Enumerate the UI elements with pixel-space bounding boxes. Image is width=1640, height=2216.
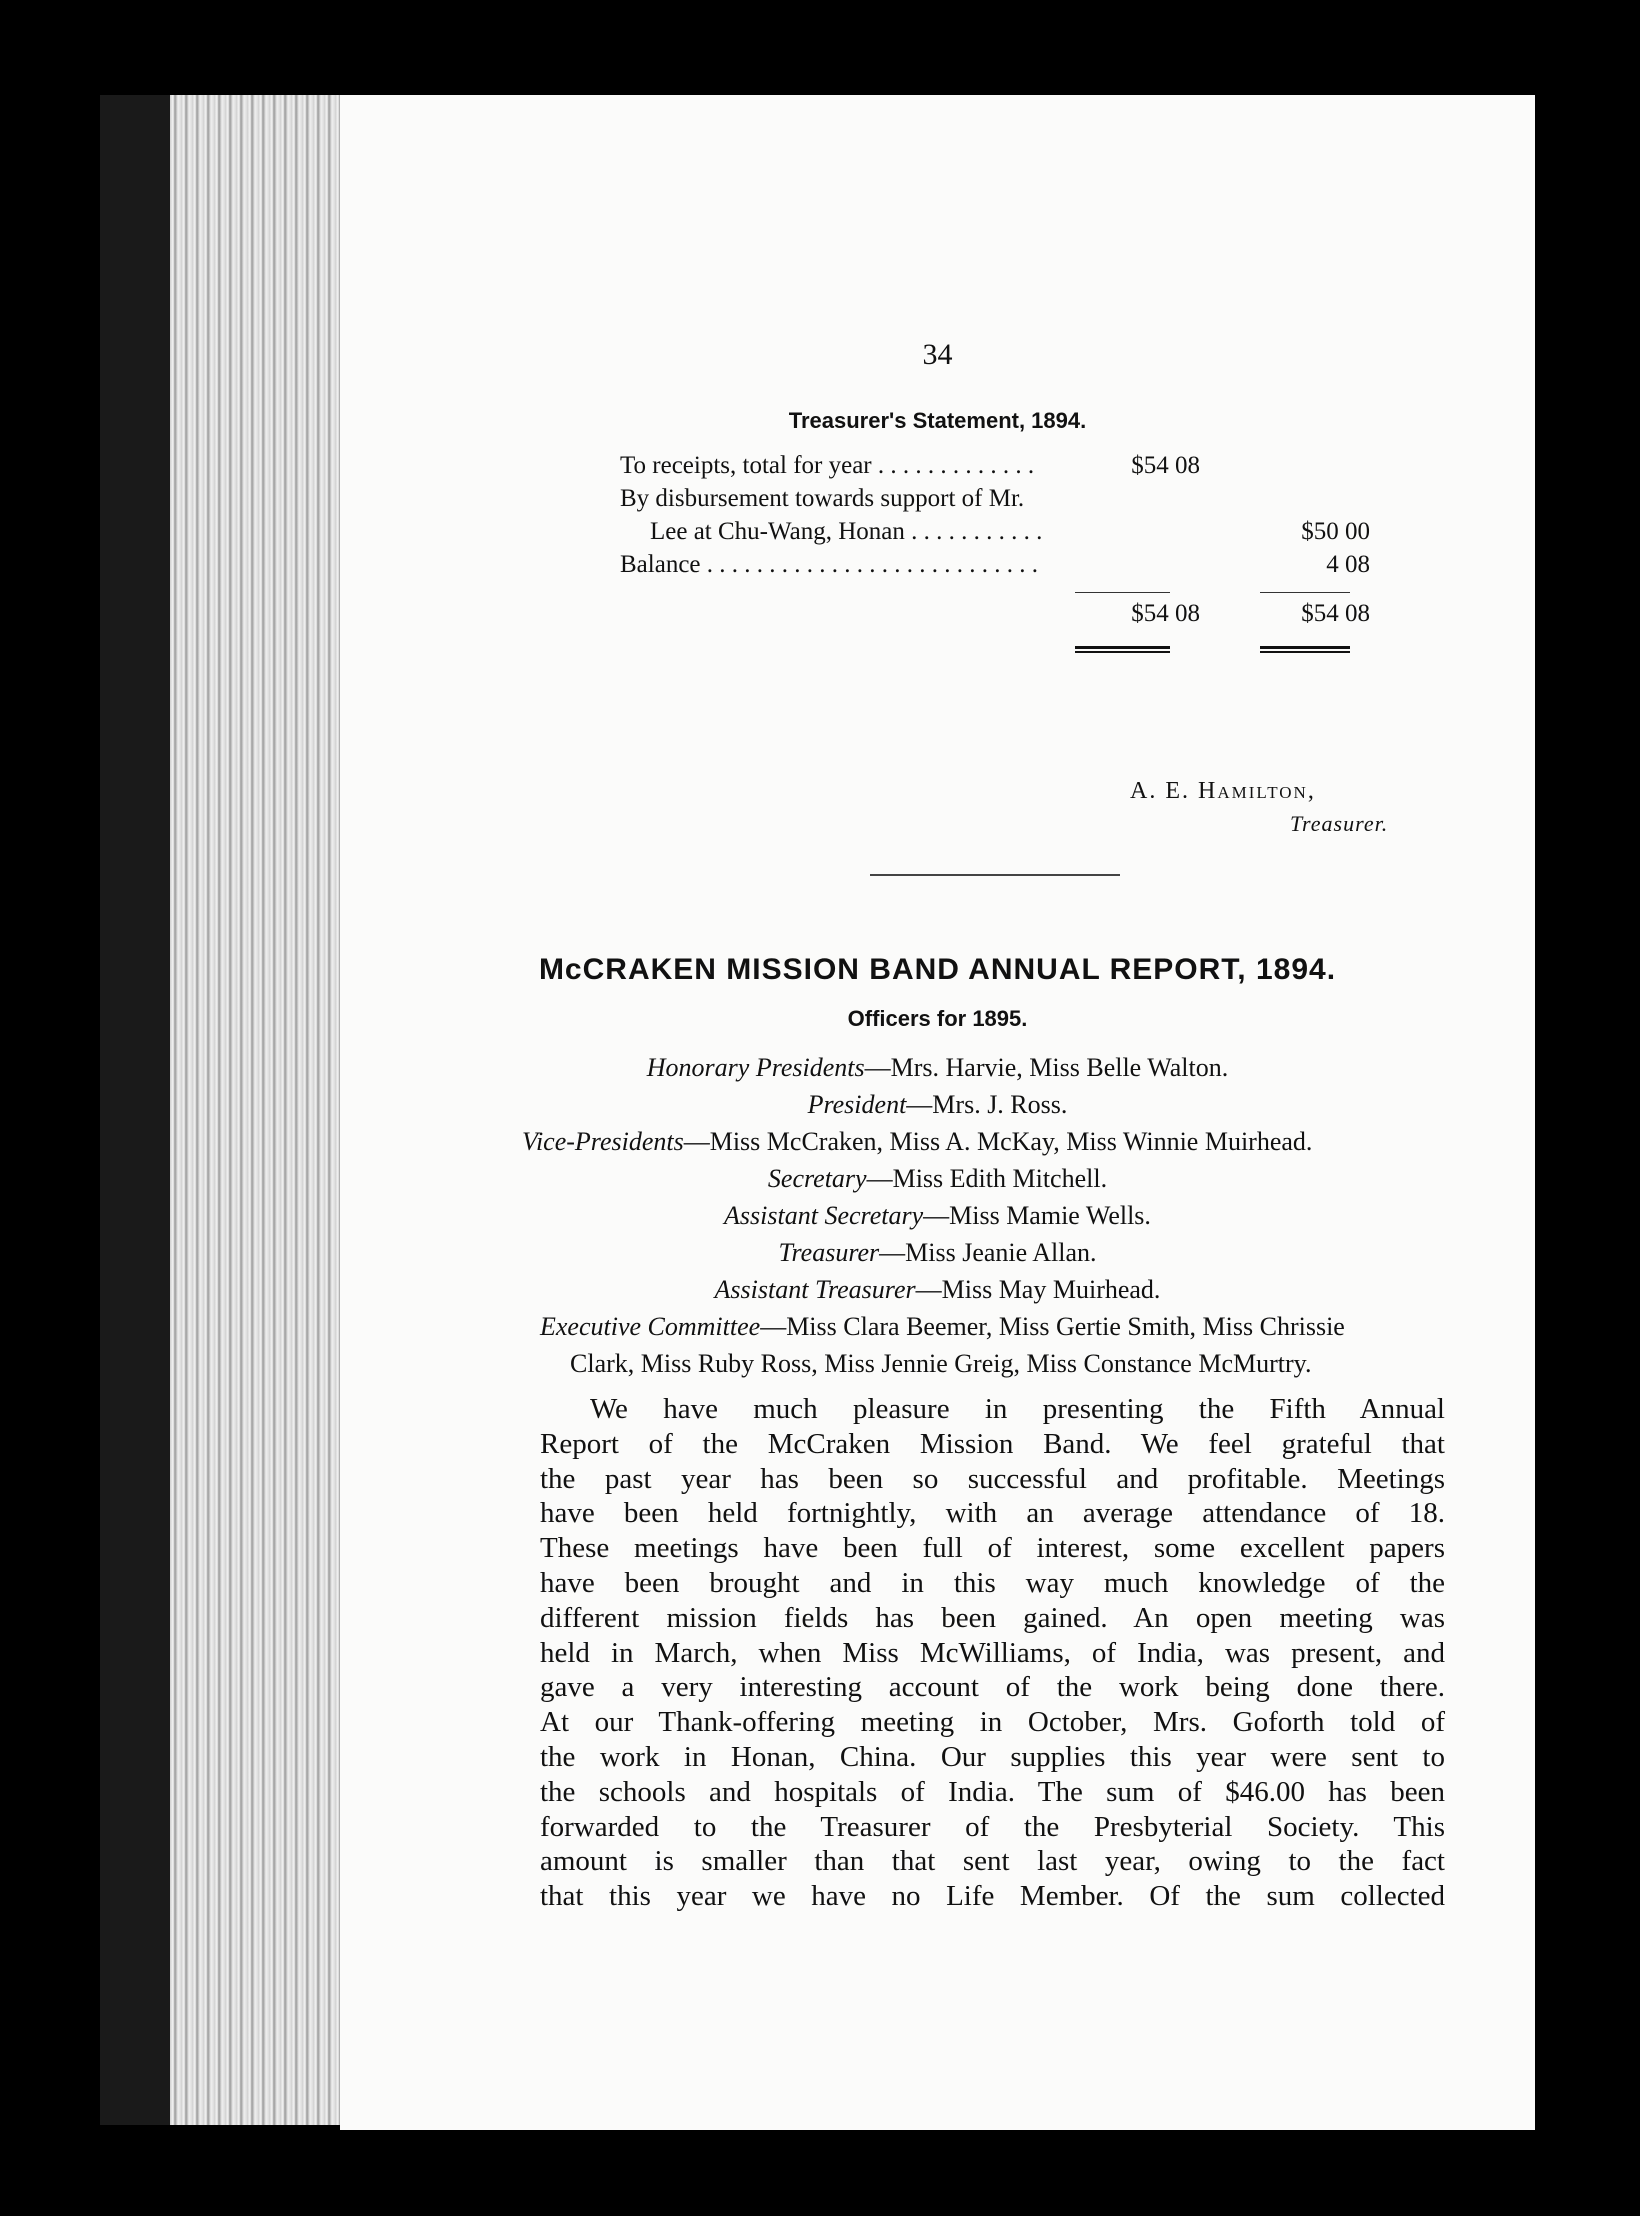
report-body: [540, 1392, 1445, 1914]
dash: —: [906, 1090, 933, 1119]
officer-names: Miss Mamie Wells.: [949, 1201, 1151, 1230]
ledger-total-row: [620, 600, 1500, 633]
body-line: held in March, when Miss McWilliams, of India, was present, and: [540, 1636, 1445, 1669]
ledger-desc: Balance . . . . . . . . . . . . . . . . . . . . . . . . . . .: [620, 551, 1039, 578]
section-divider: [870, 874, 1120, 876]
officer-line: [340, 1053, 1535, 1083]
officers-heading: Officers for 1895.: [847, 1006, 1028, 1031]
officer-names: Mrs. Harvie, Miss Belle Walton.: [890, 1053, 1229, 1082]
officer-line: [522, 1127, 1312, 1157]
statement-title: Treasurer's Statement, 1894.: [788, 408, 1087, 433]
total-col1: $54 08: [1131, 600, 1200, 627]
sum-rule-col2: [1260, 592, 1350, 593]
ledger-row: [620, 452, 1500, 485]
dash: —: [866, 1164, 893, 1193]
page-number: 34: [922, 338, 953, 371]
total-col2: $54 08: [1301, 600, 1370, 627]
ledger-row: [620, 551, 1500, 584]
dash: —: [864, 1053, 891, 1082]
officer-role: Executive Committee: [540, 1312, 761, 1341]
ledger-amount-col2: 4 08: [1326, 551, 1370, 578]
officer-line: [340, 1238, 1535, 1268]
body-line: These meetings have been full of interest, some excellent papers: [540, 1532, 1445, 1565]
double-rule-col2: [1260, 646, 1350, 653]
officer-line: [340, 1201, 1535, 1231]
officer-role: Secretary: [767, 1164, 867, 1193]
dash: —: [923, 1201, 950, 1230]
officer-role: Treasurer: [778, 1238, 880, 1267]
body-line: the work in Honan, China. Our supplies this year were sent to: [540, 1740, 1445, 1773]
body-line: that this year we have no Life Member. Of the sum collected: [540, 1880, 1445, 1913]
officer-role: Honorary Presidents: [646, 1053, 865, 1082]
body-line: forwarded to the Treasurer of the Presbyterial Society. This: [540, 1810, 1445, 1843]
body-line: At our Thank-offering meeting in October, Mrs. Goforth told of: [540, 1706, 1445, 1739]
sum-rule-col1: [1075, 592, 1170, 593]
body-line: different mission fields has been gained. An open meeting was: [540, 1601, 1445, 1634]
officer-role: Assistant Treasurer: [714, 1275, 916, 1304]
officer-line: [540, 1312, 1345, 1342]
facing-page-edge: [1540, 60, 1640, 2140]
officer-line: [340, 1164, 1535, 1194]
book-spine-shadow: [100, 95, 170, 2125]
ledger-amount-col2: $50 00: [1301, 518, 1370, 545]
officer-names: Miss Edith Mitchell.: [892, 1164, 1108, 1193]
officer-role: President: [807, 1090, 907, 1119]
officer-line: [340, 1275, 1535, 1305]
officer-names: Miss Clara Beemer, Miss Gertie Smith, Miss Chrissie: [786, 1312, 1345, 1341]
officer-names: Mrs. J. Ross.: [932, 1090, 1068, 1119]
officer-role: Vice-Presidents: [522, 1127, 684, 1156]
dash: —: [915, 1275, 942, 1304]
officer-names: Miss McCraken, Miss A. McKay, Miss Winnie Muirhead.: [709, 1127, 1313, 1156]
body-line: We have much pleasure in presenting the Fifth Annual: [590, 1393, 1445, 1425]
dash: —: [879, 1238, 906, 1267]
signature-title: Treasurer.: [1290, 811, 1389, 836]
officer-role: Assistant Secretary: [724, 1201, 924, 1230]
officer-names: Clark, Miss Ruby Ross, Miss Jennie Greig, Miss Constance McMurtry.: [570, 1349, 1312, 1378]
ledger-row: [620, 485, 1500, 518]
body-line: Report of the McCraken Mission Band. We feel grateful that: [540, 1427, 1445, 1460]
officer-line: [570, 1349, 1311, 1379]
treasurer-ledger: [620, 452, 1500, 627]
body-line: amount is smaller than that sent last year, owing to the fact: [540, 1845, 1445, 1878]
dash: —: [683, 1127, 710, 1156]
officer-names: Miss Jeanie Allan.: [905, 1238, 1097, 1267]
body-line: have been held fortnightly, with an average attendance of 18.: [540, 1497, 1445, 1530]
ledger-row: [620, 518, 1500, 551]
treasurer-signature: [1130, 778, 1316, 805]
ledger-desc: Lee at Chu-Wang, Honan . . . . . . . . . . .: [650, 518, 1043, 545]
body-line: the schools and hospitals of India. The sum of $46.00 has been: [540, 1775, 1445, 1808]
officer-names: Miss May Muirhead.: [941, 1275, 1161, 1304]
page-edges: [170, 95, 340, 2125]
body-line: gave a very interesting account of the work being done there.: [540, 1671, 1445, 1704]
officer-line: [340, 1090, 1535, 1120]
dash: —: [760, 1312, 787, 1341]
report-title: McCRAKEN MISSION BAND ANNUAL REPORT, 1894.: [538, 953, 1337, 986]
double-rule-col1: [1075, 646, 1170, 653]
signature-name: A. E. Hamilton,: [1130, 778, 1316, 804]
body-line: have been brought and in this way much knowledge of the: [540, 1566, 1445, 1599]
ledger-amount-col1: $54 08: [1131, 452, 1200, 479]
book-page: [340, 95, 1535, 2130]
body-line: the past year has been so successful and profitable. Meetings: [540, 1462, 1445, 1495]
ledger-desc: To receipts, total for year . . . . . . . . . . . . .: [620, 452, 1035, 479]
ledger-desc: By disbursement towards support of Mr.: [620, 485, 1025, 512]
